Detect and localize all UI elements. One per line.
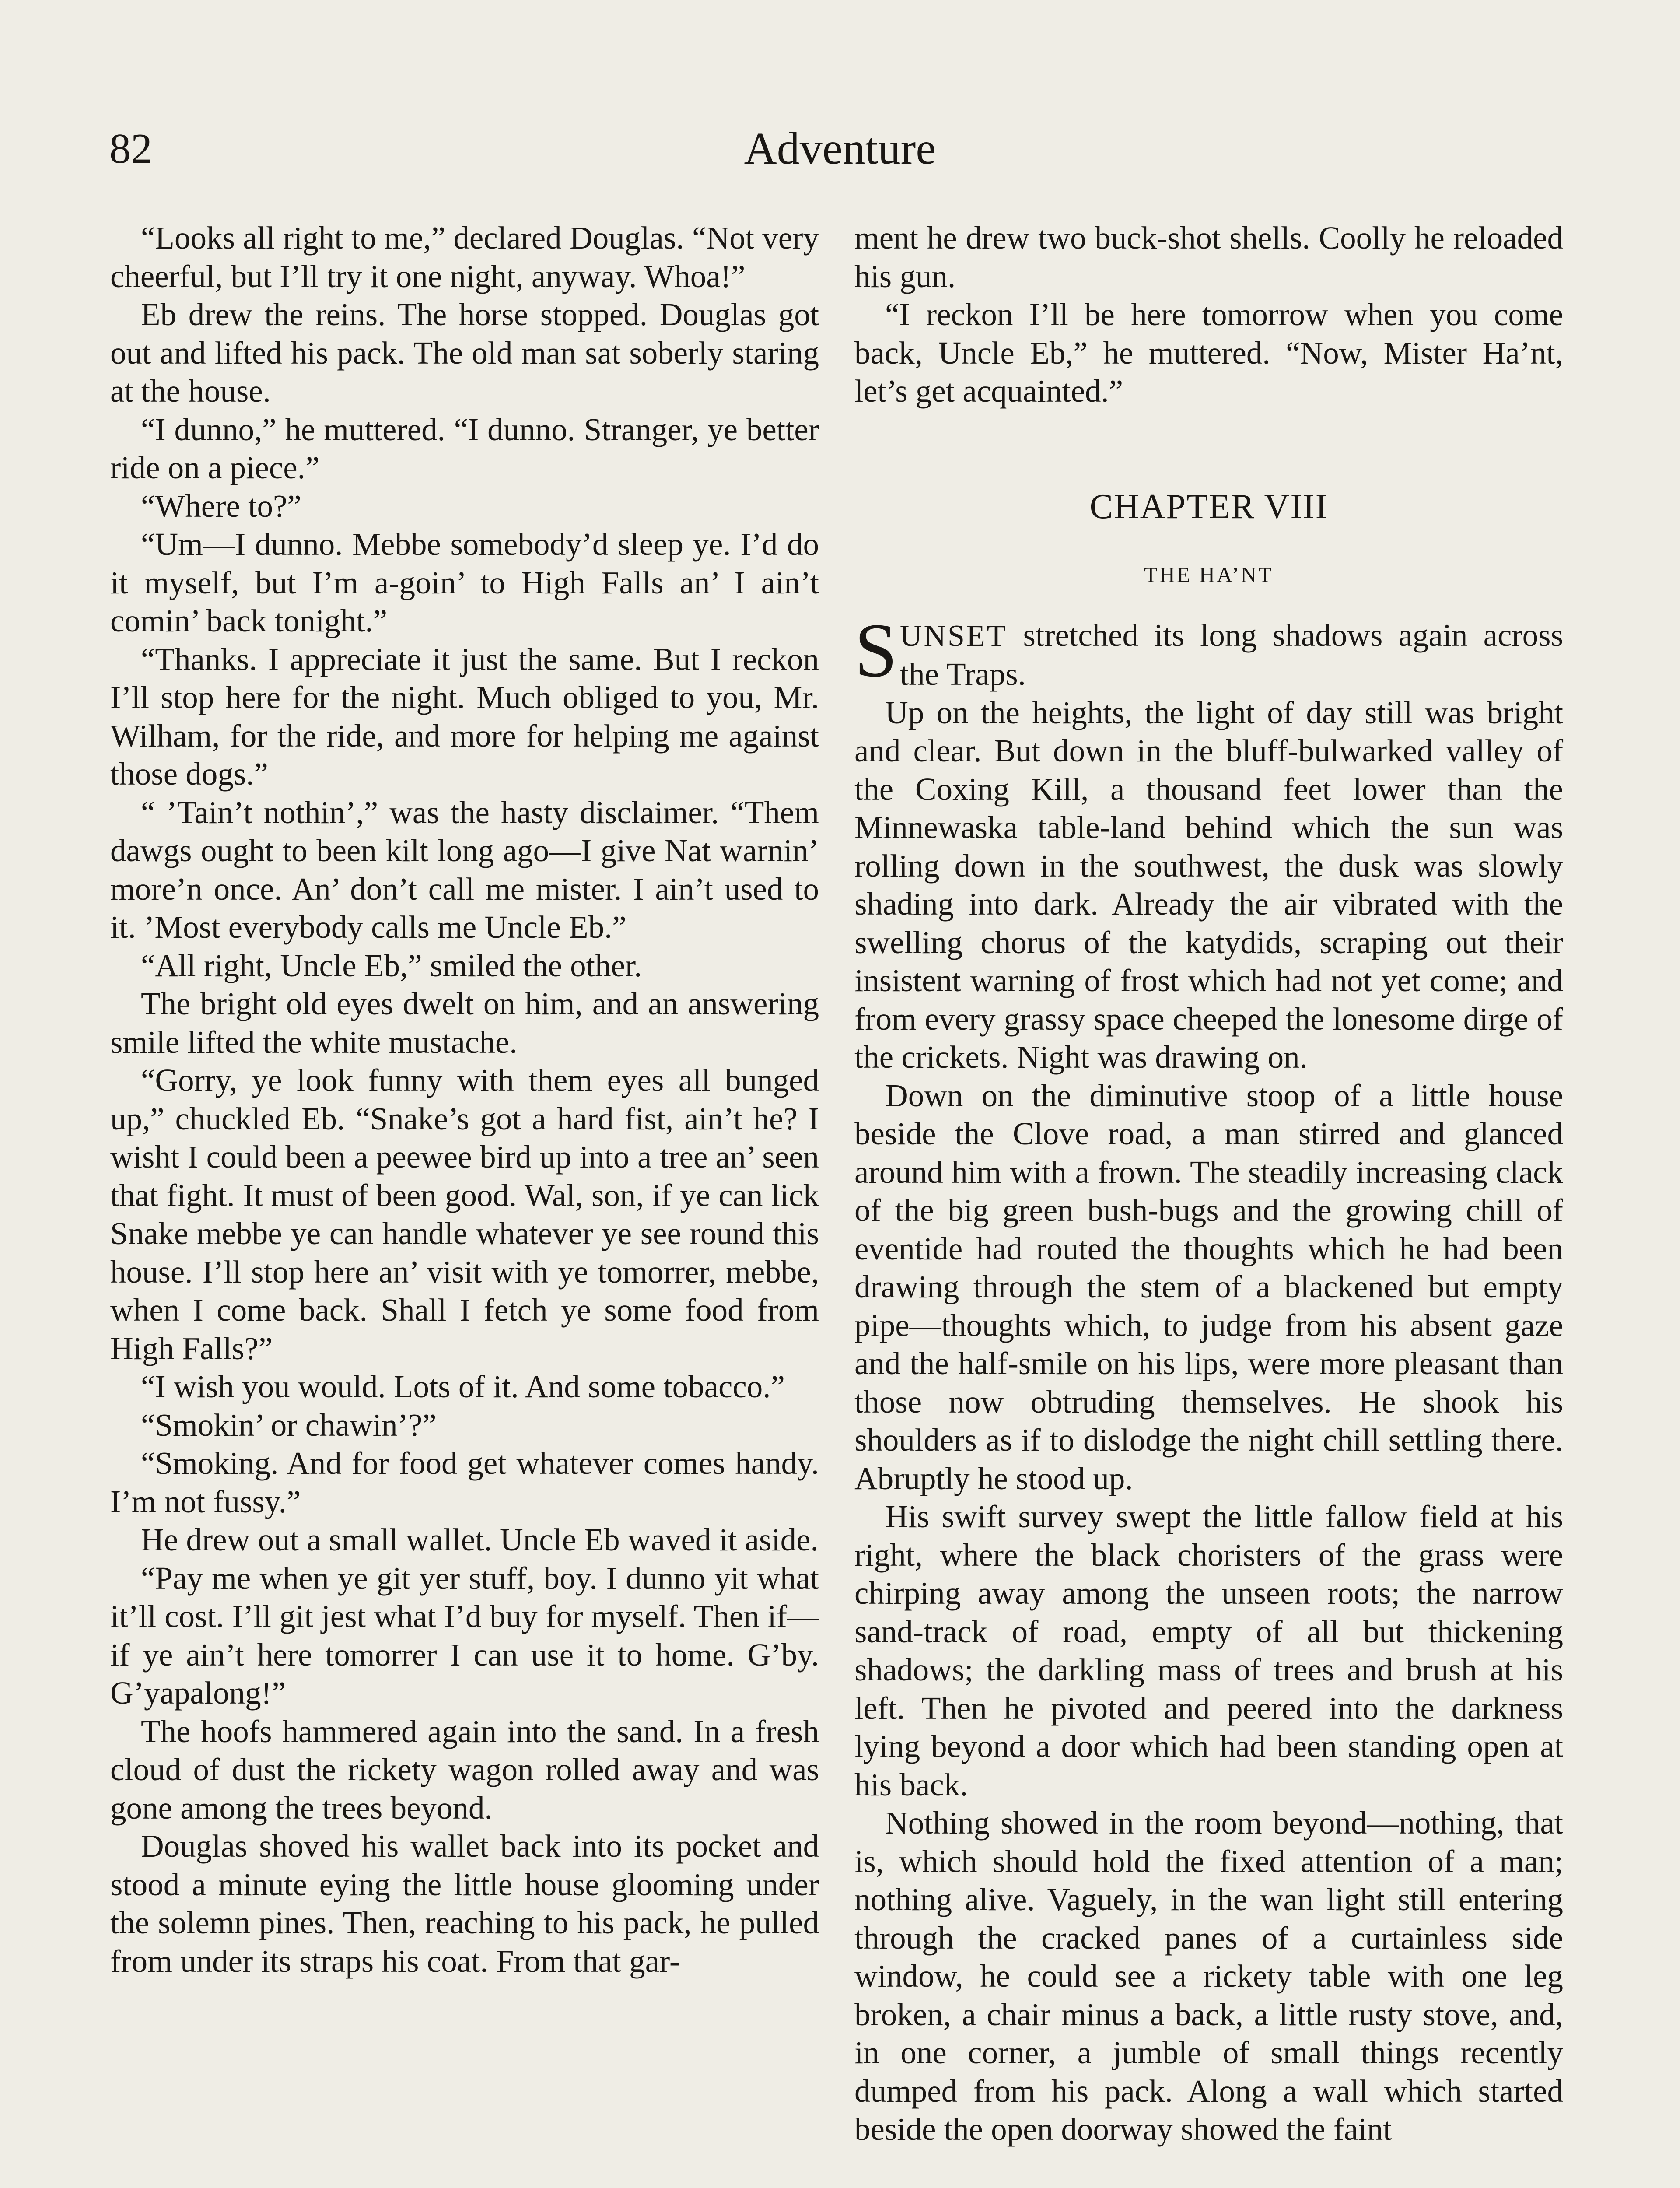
right-column [854, 219, 1563, 2149]
paragraph: “Looks all right to me,” declared Douglas. “Not very cheerful, but I’ll try it one night, anyway. Whoa!” [110, 220, 819, 294]
chapter-opening-paragraph [854, 607, 1563, 694]
paragraph: The bright old eyes dwelt on him, and an answering smile lifted the white mustache. [110, 986, 819, 1060]
paragraph: “Smoking. And for food get whatever comes handy. I’m not fussy.” [110, 1445, 819, 1519]
paragraph: “Where to?” [141, 488, 301, 524]
paragraph: “ ’Tain’t nothin’,” was the hasty disclaimer. “Them dawgs ought to been kilt long ago—I give Nat warnin’ more’n once. An’ don’t call me mister. I ain’t used to it. ’Most everybody calls me Uncle Eb.” [110, 794, 819, 945]
paragraph: He drew out a small wallet. Uncle Eb waved it aside. [141, 1522, 819, 1557]
paragraph: “Um—I dunno. Mebbe somebody’d sleep ye. I’d do it myself, but I’m a-goin’ to High Falls an’ I ain’t comin’ back tonight.” [110, 526, 819, 638]
paragraph: Eb drew the reins. The horse stopped. Douglas got out and lifted his pack. The old man sat soberly staring at the house. [110, 297, 819, 409]
paragraph: His swift survey swept the little fallow field at his right, where the black choristers of the grass were chirping away among the unseen roots; the narrow sand-track of road, empty of all but thickening shadows; the darkling mass of trees and brush at his left. Then he pivoted and peered into the darkness lying beyond a door which had been standing open at his back. [854, 1499, 1563, 1802]
paragraph: Douglas shoved his wallet back into its pocket and stood a minute eying the little house glooming under the solemn pines. Then, reaching to his pack, he pulled from under its straps his coat. From that gar- [110, 1828, 819, 1979]
opening-small-caps: UNSET [900, 619, 1008, 653]
paragraph: “I reckon I’ll be here tomorrow when you come back, Uncle Eb,” he muttered. “Now, Mister Ha’nt, let’s get acquainted.” [854, 297, 1563, 409]
page-number: 82 [109, 125, 152, 172]
running-head [109, 123, 1571, 175]
journal-title: Adventure [744, 123, 936, 174]
paragraph: Down on the diminutive stoop of a little house beside the Clove road, a man stirred and glanced around him with a frown. The steadily increasing clack of the big green bush-bugs and the growing chill of eventide had routed the thoughts which he had been drawing through the stem of a blackened but empty pipe—thoughts which, to judge from his absent gaze and the half-smile on his lips, were more pleasant than those now obtruding themselves. He shook his shoulders as if to dislodge the night chill settling there. Abruptly he stood up. [854, 1077, 1563, 1496]
paragraph: “Smokin’ or chawin’?” [141, 1407, 437, 1443]
paragraph: Up on the heights, the light of day still was bright and clear. But down in the bluff-bulwarked valley of the Coxing Kill, a thousand feet lower than the Minnewaska table-land behind which the sun was rolling down in the southwest, the dusk was slowly shading into dark. Already the air vibrated with the swelling chorus of the katydids, scraping out their insistent warning of frost which had not yet come; and from every grassy space cheeped the lonesome dirge of the crickets. Night was drawing on. [854, 694, 1563, 1075]
drop-cap: S [854, 607, 897, 693]
paragraph: “Thanks. I appreciate it just the same. But I reckon I’ll stop here for the night. Much obliged to you, Mr. Wilham, for the ride, and more for helping me against those dogs.” [110, 641, 819, 792]
paragraph: “I wish you would. Lots of it. And some tobacco.” [141, 1369, 785, 1404]
paragraph: The hoofs hammered again into the sand. In a fresh cloud of dust the rickety wagon rolled away and was gone among the trees beyond. [110, 1713, 819, 1826]
chapter-title: CHAPTER VIII [1089, 487, 1328, 526]
paragraph: “Gorry, ye look funny with them eyes all bunged up,” chuckled Eb. “Snake’s got a hard fist, ain’t he? I wisht I could been a peewee bird up into a tree an’ seen that fight. It must of been good. Wal, son, if ye can lick Snake mebbe ye can handle whatever ye see round this house. I’ll stop here an’ visit with ye tomorrer, mebbe, when I come back. Shall I fetch ye some food from High Falls?” [110, 1062, 819, 1366]
paragraph: Nothing showed in the room beyond—nothing, that is, which should hold the fixed attention of a man; nothing alive. Vaguely, in the wan light still entering through the cracked panes of a curtainless side window, he could see a rickety table with one leg broken, a chair minus a back, a little rusty stove, and, in one corner, a jumble of small things recently dumped from his pack. Along a wall which started beside the open doorway showed the faint [854, 1805, 1563, 2147]
paragraph: “All right, Uncle Eb,” smiled the other. [141, 947, 642, 983]
chapter-subtitle: THE HA’NT [1144, 562, 1274, 587]
left-column [110, 219, 819, 1980]
paragraph: “Pay me when ye git yer stuff, boy. I dunno yit what it’ll cost. I’ll git jest what I’d buy for myself. Then if—if ye ain’t here tomorrer I can use it to home. G’by. G’yapalong!” [110, 1560, 819, 1711]
opening-text: stretched its long shadows again across the Traps. [900, 617, 1563, 692]
paragraph: “I dunno,” he muttered. “I dunno. Stranger, ye better ride on a piece.” [110, 411, 819, 485]
continued-paragraph: ment he drew two buck-shot shells. Coolly he reloaded his gun. [854, 220, 1563, 294]
